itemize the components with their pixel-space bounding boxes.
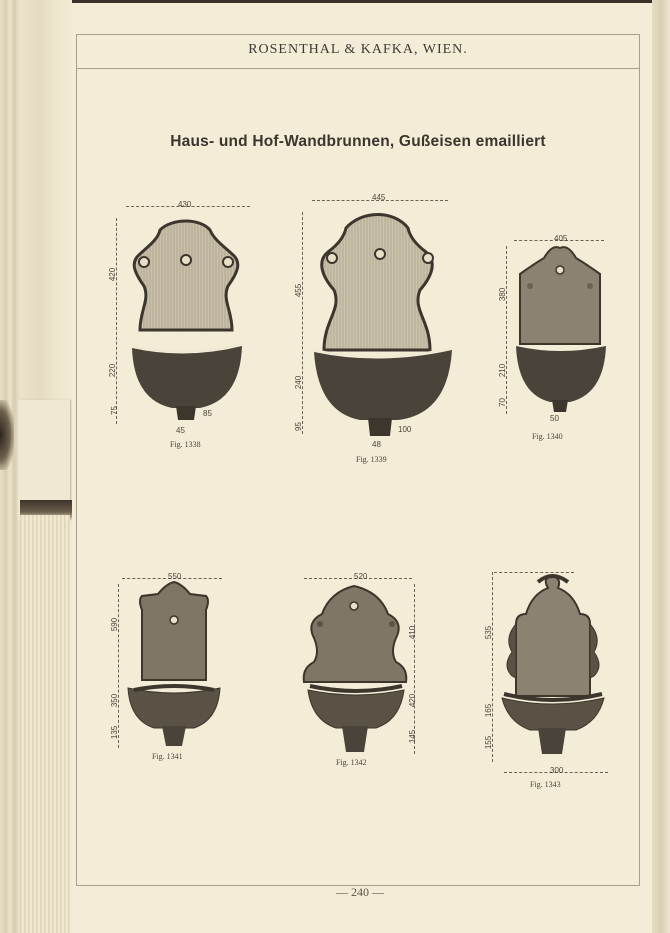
- dim-width: 550: [168, 572, 182, 581]
- figure-caption: Fig. 1338: [170, 440, 201, 449]
- dim-basin-height: 165: [484, 703, 494, 718]
- dim-back-height: 420: [108, 267, 118, 282]
- dim-back-height: 380: [498, 287, 508, 302]
- dim-basin-height: 240: [294, 375, 304, 390]
- dim-width: 430: [178, 200, 192, 209]
- figure-caption: Fig. 1343: [530, 780, 561, 789]
- dim-spout-height: 75: [109, 406, 119, 415]
- dim-spout-width: 48: [372, 440, 381, 449]
- dim-spout-offset: 100: [398, 425, 412, 434]
- dim-basin-height: 210: [498, 363, 508, 378]
- wall-fountain-drawing: [294, 190, 459, 440]
- page-edges: [20, 515, 70, 933]
- figure-1339: [294, 190, 459, 470]
- dim-basin-height: 220: [108, 363, 118, 378]
- dim-width: 405: [554, 234, 568, 243]
- dim-basin-height: 350: [110, 693, 120, 708]
- header-rule: [76, 68, 640, 69]
- figure-1343: [486, 568, 611, 793]
- dim-spout-height: 70: [497, 398, 507, 407]
- dim-spout-height: 155: [484, 735, 494, 750]
- dim-spout-height: 95: [293, 422, 303, 431]
- wall-fountain-drawing: [296, 572, 421, 757]
- figure-1338: [110, 200, 260, 450]
- figure-1341: [110, 570, 229, 770]
- dim-spout-offset: 85: [203, 409, 212, 418]
- wall-fountain-drawing: [114, 570, 229, 750]
- dim-back-height: 590: [110, 617, 120, 632]
- figure-caption: Fig. 1339: [356, 455, 387, 464]
- dim-width: 300: [550, 766, 564, 775]
- dim-spout-height: 135: [110, 725, 120, 740]
- wall-fountain-drawing: [497, 234, 615, 424]
- book-page-edge-right: [652, 0, 670, 933]
- book-page-stack-left: [0, 0, 72, 933]
- running-header: ROSENTHAL & KAFKA, WIEN.: [248, 42, 468, 57]
- figure-caption: Fig. 1340: [532, 432, 563, 441]
- page-shadow: [0, 400, 14, 470]
- dim-back-height: 455: [294, 283, 304, 298]
- figure-caption: Fig. 1342: [336, 758, 367, 767]
- dim-spout-height: 145: [408, 729, 418, 744]
- wall-fountain-drawing: [110, 200, 260, 430]
- dim-width: 520: [354, 572, 368, 581]
- figure-1342: [296, 572, 421, 772]
- figure-caption: Fig. 1341: [152, 752, 183, 761]
- figure-1340: [497, 234, 615, 444]
- dim-back-height: 410: [408, 625, 418, 640]
- dim-spout-width: 45: [176, 426, 185, 435]
- dim-spout-width: 50: [550, 414, 559, 423]
- dim-width: 445: [372, 193, 386, 202]
- page-number: — 240 —: [336, 885, 384, 899]
- dim-basin-height: 420: [408, 693, 418, 708]
- dim-back-height: 535: [484, 625, 494, 640]
- page-heading: Haus- und Hof-Wandbrunnen, Gußeisen emailliert: [170, 133, 546, 150]
- wall-fountain-drawing: [486, 568, 611, 768]
